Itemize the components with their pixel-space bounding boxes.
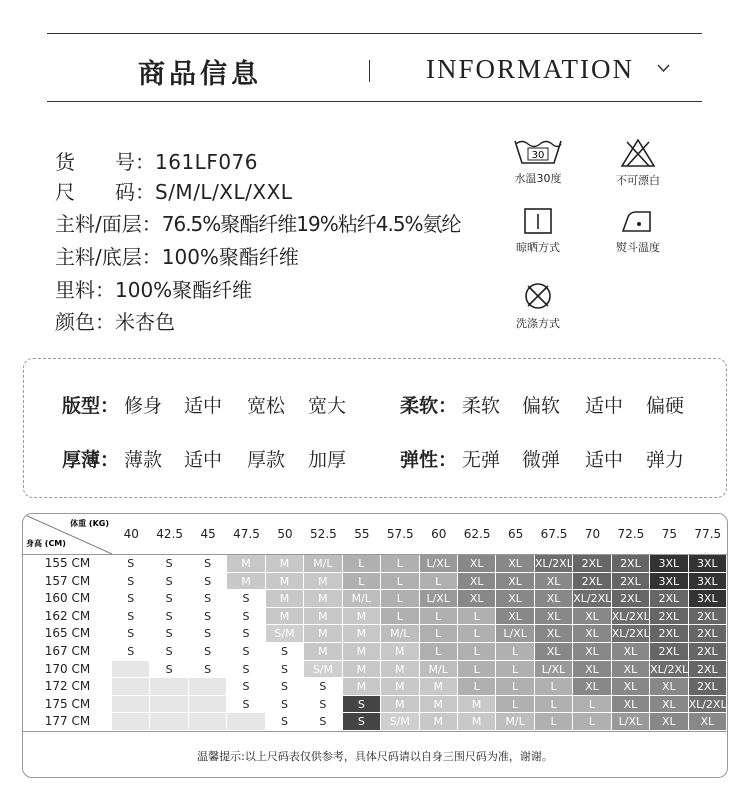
attribute-option	[247, 445, 285, 472]
size-cell: XL	[612, 661, 650, 679]
size-cell: S/M	[381, 713, 419, 731]
size-cell: M	[381, 643, 419, 661]
table-corner-diagonal	[23, 514, 112, 554]
no-bleach-icon	[620, 138, 656, 168]
size-cell: 2XL	[689, 661, 727, 679]
size-cell: 2XL	[612, 590, 650, 608]
size-cell: S	[150, 661, 188, 679]
size-cell: XL	[535, 573, 573, 591]
attribute-row	[400, 445, 685, 472]
size-cell: S	[343, 696, 381, 714]
svg-text:30: 30	[531, 150, 545, 161]
size-cell: XL/2XL	[612, 608, 650, 626]
size-cell: XL	[612, 678, 650, 696]
size-cell: XL	[650, 713, 688, 731]
svg-text:身高 (CM): 身高 (CM)	[26, 539, 66, 548]
size-cell: 3XL	[689, 590, 727, 608]
size-cell: L	[381, 590, 419, 608]
size-cell: XL	[573, 678, 611, 696]
size-cell: L/XL	[535, 661, 573, 679]
weight-header-cell: 47.5	[233, 527, 260, 541]
attribute-row	[62, 391, 347, 418]
size-cell: S	[227, 590, 265, 608]
size-cell: L	[535, 713, 573, 731]
size-cell: M	[343, 661, 381, 679]
size-cell: S	[266, 643, 304, 661]
attribute-option	[308, 445, 346, 472]
size-cell: XL	[496, 590, 534, 608]
size-cell	[150, 713, 188, 731]
size-cell: S/M	[304, 661, 342, 679]
size-cell: M	[266, 590, 304, 608]
info-line	[55, 176, 292, 205]
line-dry-icon	[523, 207, 553, 235]
attribute-option-text: 适中	[184, 449, 223, 471]
size-cell: S	[189, 573, 227, 591]
height-header-cell: 170 CM	[44, 661, 91, 676]
size-cell: L	[458, 678, 496, 696]
care-iron	[593, 207, 683, 255]
height-header-cell: 155 CM	[44, 556, 91, 570]
header-top-rule	[47, 33, 702, 34]
size-cell: XL	[496, 573, 534, 591]
size-cell: 2XL	[689, 625, 727, 643]
attribute-option-selected	[522, 445, 560, 472]
size-cell: XL	[650, 696, 688, 714]
info-value: 米杏色	[115, 310, 175, 334]
info-label: 主料/底层：	[55, 245, 162, 269]
attribute-option	[308, 391, 346, 418]
size-cell: S	[112, 608, 150, 626]
attribute-option-selected	[247, 391, 285, 418]
height-header-cell: 165 CM	[44, 626, 91, 641]
size-cell: S	[304, 696, 342, 714]
size-cell	[189, 713, 227, 731]
size-cell: M	[304, 573, 342, 591]
weight-header-cell: 65	[507, 527, 524, 541]
size-cell: M	[458, 713, 496, 731]
header-bottom-rule	[47, 101, 702, 102]
size-cell: S	[227, 608, 265, 626]
weight-header-cell: 60	[431, 527, 447, 541]
svg-text:体重 (KG): 体重 (KG)	[70, 519, 109, 528]
size-cell: XL	[573, 608, 611, 626]
info-value: 76.5%聚酯纤维19%粘纤4.5%氨纶	[161, 212, 461, 236]
size-cell: 2XL	[650, 625, 688, 643]
care-dryclean	[493, 281, 583, 331]
size-cell: S	[266, 661, 304, 679]
title-divider	[369, 60, 370, 82]
size-cell: S	[150, 608, 188, 626]
size-cell	[189, 696, 227, 714]
size-cell: S	[227, 678, 265, 696]
size-cell: M	[266, 608, 304, 626]
info-line	[55, 306, 175, 335]
no-dryclean-icon	[522, 281, 554, 311]
size-cell: S	[112, 573, 150, 591]
weight-header-cell: 62.5	[463, 527, 491, 541]
size-cell: M	[420, 678, 458, 696]
size-cell: S	[227, 643, 265, 661]
height-header-cell: 167 CM	[44, 644, 91, 658]
size-cell: XL	[535, 590, 573, 608]
info-label: 颜色：	[55, 310, 115, 334]
weight-header-cell: 70	[584, 527, 601, 541]
attribute-label: 弹性：	[400, 449, 458, 471]
size-cell: L	[535, 678, 573, 696]
attribute-option-text: 弹力	[646, 449, 685, 471]
attribute-row	[400, 391, 685, 418]
size-cell: XL	[458, 590, 496, 608]
weight-header-cell: 67.5	[540, 527, 568, 541]
height-header-cell: 177 CM	[44, 714, 91, 729]
size-cell: M	[343, 608, 381, 626]
size-cell: S	[150, 643, 188, 661]
info-label: 尺 码：	[55, 180, 155, 204]
attribute-option-text: 宽大	[308, 395, 347, 417]
size-cell: S	[266, 696, 304, 714]
size-cell: 2XL	[650, 590, 688, 608]
size-cell: S	[150, 625, 188, 643]
size-cell: XL	[650, 678, 688, 696]
size-cell: S/M	[266, 625, 304, 643]
size-cell: 2XL	[650, 608, 688, 626]
size-cell: M	[266, 555, 304, 573]
size-cell: L	[381, 608, 419, 626]
title-chinese: 商品信息	[138, 59, 262, 90]
chevron-down-icon	[657, 64, 670, 73]
bleach-label: 不可漂白	[616, 174, 660, 187]
size-cell: L/XL	[420, 555, 458, 573]
size-cell: XL	[612, 643, 650, 661]
attribute-option	[124, 445, 162, 472]
size-cell: XL	[689, 713, 727, 731]
size-cell: 2XL	[650, 643, 688, 661]
size-cell: M	[381, 678, 419, 696]
attribute-option-text: 偏硬	[646, 395, 685, 417]
weight-header-cell: 50	[277, 527, 293, 541]
size-cell: S	[189, 608, 227, 626]
size-cell: S	[304, 678, 342, 696]
size-cell: 2XL	[689, 608, 727, 626]
height-header-cell: 162 CM	[44, 608, 91, 623]
attribute-option	[646, 391, 684, 418]
care-dry	[493, 207, 583, 255]
attribute-option-text: 柔软	[462, 395, 501, 417]
attribute-option	[585, 445, 623, 472]
size-cell: XL/2XL	[650, 661, 688, 679]
size-chart	[22, 513, 728, 778]
size-cell: 2XL	[612, 573, 650, 591]
size-cell: L	[573, 713, 611, 731]
attribute-label: 版型：	[62, 395, 120, 417]
attribute-option-text: 偏软	[522, 395, 561, 417]
title-english: INFORMATION	[426, 54, 635, 84]
size-cell	[150, 678, 188, 696]
size-cell: 3XL	[689, 555, 727, 573]
size-cell: 2XL	[573, 555, 611, 573]
size-cell: S	[150, 590, 188, 608]
size-cell: L	[496, 643, 534, 661]
info-value: 100%聚酯纤维	[115, 278, 253, 302]
size-cell: L/XL	[496, 625, 534, 643]
weight-header-cell: 55	[354, 527, 370, 541]
size-cell: M/L	[496, 713, 534, 731]
weight-header-cell: 75	[661, 527, 677, 541]
attribute-option-text: 微弹	[522, 449, 561, 471]
size-cell: M	[381, 661, 419, 679]
wash-30-icon	[513, 138, 563, 166]
size-cell: M	[266, 573, 304, 591]
size-cell: S	[150, 573, 188, 591]
attribute-option-text: 宽松	[247, 395, 286, 417]
attribute-option	[522, 391, 560, 418]
size-chart-footnote: 温馨提示:以上尺码表仅供参考，具体尺码请以自身三围尺码为准，谢谢。	[197, 750, 553, 763]
info-value: 161LF076	[155, 150, 258, 174]
care-bleach	[593, 138, 683, 188]
size-cell: S	[266, 678, 304, 696]
size-cell: XL	[535, 625, 573, 643]
size-cell: S	[189, 625, 227, 643]
size-cell: XL	[458, 573, 496, 591]
size-cell: L	[458, 643, 496, 661]
dryclean-label: 洗涤方式	[516, 317, 560, 330]
attribute-row	[62, 445, 347, 472]
iron-label: 熨斗温度	[616, 241, 660, 254]
weight-header-cell: 52.5	[310, 527, 337, 541]
size-cell: XL	[458, 555, 496, 573]
size-cell: L	[420, 625, 458, 643]
attribute-option	[646, 445, 684, 472]
size-cell: S	[266, 713, 304, 731]
attribute-option-text: 适中	[184, 395, 223, 417]
size-cell: S	[112, 643, 150, 661]
size-cell: M	[420, 696, 458, 714]
size-cell: XL/2XL	[689, 696, 727, 714]
fabric-attributes	[23, 358, 727, 498]
size-cell: M/L	[420, 661, 458, 679]
size-cell: S	[227, 625, 265, 643]
table-bottom-divider	[23, 731, 727, 732]
info-line	[55, 274, 252, 303]
size-cell: S	[189, 661, 227, 679]
size-cell: L/XL	[612, 713, 650, 731]
size-cell: M	[227, 555, 265, 573]
weight-header-cell: 45	[200, 527, 216, 541]
height-header-cell: 157 CM	[44, 573, 91, 588]
weight-header-cell: 77.5	[694, 527, 722, 541]
size-cell: XL	[535, 643, 573, 661]
info-value: S/M/L/XL/XXL	[155, 180, 293, 204]
attribute-option-text: 加厚	[308, 449, 347, 471]
size-cell: L	[496, 696, 534, 714]
size-cell: XL	[496, 608, 534, 626]
wash-label: 水温30度	[514, 172, 562, 185]
size-cell: 2XL	[689, 678, 727, 696]
size-cell: 2XL	[573, 573, 611, 591]
size-cell: XL/2XL	[535, 555, 573, 573]
size-cell: S	[189, 590, 227, 608]
size-cell: M/L	[343, 590, 381, 608]
size-cell: 3XL	[650, 573, 688, 591]
weight-header-cell: 57.5	[386, 527, 414, 541]
size-cell: L	[420, 608, 458, 626]
size-cell	[112, 661, 150, 679]
size-cell: XL	[573, 643, 611, 661]
attribute-option-text: 适中	[585, 449, 624, 471]
size-cell: L	[458, 608, 496, 626]
size-cell: L	[381, 555, 419, 573]
size-cell: XL/2XL	[573, 590, 611, 608]
size-cell: S	[343, 713, 381, 731]
size-cell	[112, 678, 150, 696]
size-cell: L	[458, 661, 496, 679]
info-value: 100%聚酯纤维	[161, 245, 299, 269]
size-cell: M	[343, 625, 381, 643]
size-cell: M	[458, 696, 496, 714]
size-cell: L	[458, 625, 496, 643]
size-cell: M	[381, 696, 419, 714]
size-cell: L	[573, 696, 611, 714]
size-cell	[112, 713, 150, 731]
size-cell: S	[189, 555, 227, 573]
attribute-option-text: 适中	[585, 395, 624, 417]
weight-header-cell: 40	[123, 527, 139, 541]
size-cell: 3XL	[650, 555, 688, 573]
attribute-label: 柔软：	[400, 395, 458, 417]
attribute-option-text: 无弹	[462, 449, 501, 471]
size-cell: L	[420, 573, 458, 591]
size-cell: M	[304, 608, 342, 626]
attribute-label: 厚薄：	[62, 449, 120, 471]
size-cell: S	[227, 661, 265, 679]
dry-label: 晾晒方式	[516, 241, 560, 254]
info-label: 主料/面层：	[55, 212, 162, 236]
info-label: 货 号：	[55, 150, 155, 174]
info-label: 里料：	[55, 278, 115, 302]
info-line	[55, 241, 299, 270]
size-cell: 3XL	[689, 573, 727, 591]
size-cell: S	[227, 696, 265, 714]
height-header-cell: 172 CM	[44, 679, 91, 694]
size-cell: S	[112, 590, 150, 608]
size-cell: M/L	[304, 555, 342, 573]
size-cell: XL	[573, 661, 611, 679]
size-cell: M	[343, 643, 381, 661]
size-cell	[112, 696, 150, 714]
size-cell: M/L	[381, 625, 419, 643]
height-header-cell: 175 CM	[44, 696, 91, 711]
attribute-option	[124, 391, 162, 418]
attribute-option	[184, 391, 222, 418]
size-cell: S	[304, 713, 342, 731]
size-cell	[189, 678, 227, 696]
size-cell: S	[150, 555, 188, 573]
size-cell: XL	[573, 625, 611, 643]
size-cell: M	[304, 643, 342, 661]
size-cell: L	[496, 678, 534, 696]
size-cell: L	[420, 643, 458, 661]
size-cell: M	[420, 713, 458, 731]
info-line	[55, 208, 461, 237]
size-cell: 2XL	[689, 643, 727, 661]
size-cell: XL	[535, 608, 573, 626]
size-cell: XL/2XL	[612, 625, 650, 643]
attribute-option-selected	[184, 445, 222, 472]
weight-header-cell: 72.5	[617, 527, 645, 541]
size-cell: L	[343, 573, 381, 591]
size-cell: S	[189, 643, 227, 661]
weight-header-cell: 42.5	[156, 527, 184, 541]
iron-icon	[620, 207, 656, 235]
size-cell	[150, 696, 188, 714]
size-cell: L	[535, 696, 573, 714]
attribute-option	[462, 445, 500, 472]
attribute-option-text: 厚款	[247, 449, 286, 471]
info-line	[55, 146, 258, 175]
size-cell: M	[343, 678, 381, 696]
size-cell: M	[227, 573, 265, 591]
height-header-cell: 160 CM	[44, 591, 91, 606]
size-cell: L	[381, 573, 419, 591]
size-cell: L	[343, 555, 381, 573]
size-cell: M	[304, 590, 342, 608]
care-wash	[493, 138, 583, 186]
size-cell: S	[112, 555, 150, 573]
attribute-option-selected	[585, 391, 623, 418]
attribute-option	[462, 391, 500, 418]
size-cell	[227, 713, 265, 731]
size-cell: L	[496, 661, 534, 679]
size-cell: L/XL	[420, 590, 458, 608]
size-cell: XL	[496, 555, 534, 573]
size-cell: S	[112, 625, 150, 643]
attribute-option-text: 修身	[124, 395, 163, 417]
size-cell: M	[304, 625, 342, 643]
size-cell: XL	[612, 696, 650, 714]
size-cell: 2XL	[612, 555, 650, 573]
attribute-option-text: 薄款	[124, 449, 163, 471]
